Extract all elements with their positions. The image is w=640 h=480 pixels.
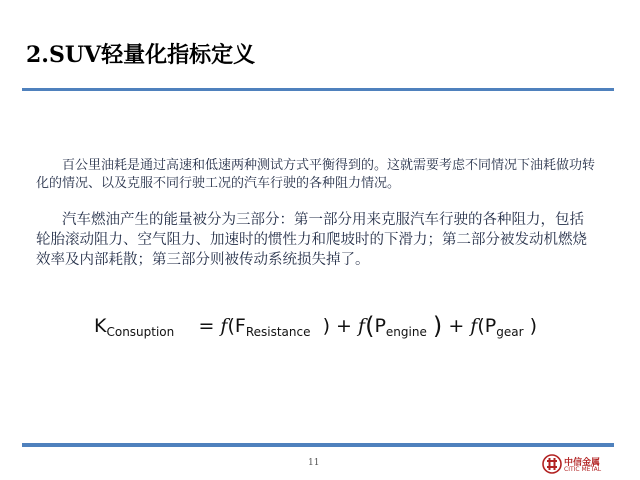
formula-lhs: $K_{Consuption}$: [94, 315, 175, 339]
logo-name-en: CITIC METAL: [564, 466, 602, 473]
slide-title: 2.SUV轻量化指标定义: [26, 42, 256, 68]
formula-term-engine: $P_{engine}$: [374, 315, 427, 339]
paragraph-energy-distribution: 汽车燃油产生的能量被分为三部分：第一部分用来克服汽车行驶的各种阻力，包括轮胎滚动阻力、空气阻力、加速时的惯性力和爬坡时的下滑力；第二部分被发动机燃烧效率及内部耗散；第三部分则被传动系统损失掉了。: [36, 212, 587, 268]
top-divider: [22, 88, 614, 91]
citic-metal-logo: [542, 452, 622, 476]
consumption-formula: $K_{Consuption}$ = $f(F_{Resistance}$ ) + $f(P_{engine}$ ) + $f(P_{gear}$ ): [94, 312, 537, 340]
paragraph-fuel-consumption: 百公里油耗是通过高速和低速两种测试方式平衡得到的。这就需要考虑不同情况下油耗做功转化的情况、以及克服不同行驶工况的汽车行驶的各种阻力情况。: [36, 158, 596, 191]
formula-fn-2: f: [358, 315, 366, 337]
citic-logo-icon: [542, 454, 562, 474]
formula-fn-1: f: [220, 315, 228, 337]
formula-term-gear: $P_{gear}$: [484, 315, 524, 339]
formula-fn-3: f: [470, 315, 478, 337]
logo-name-cn: 中信金属: [564, 458, 601, 468]
formula-plus-2: +: [448, 315, 465, 337]
formula-term-resistance: $F_{Resistance}$: [234, 315, 311, 339]
page-number: 11: [308, 458, 320, 468]
formula-plus-1: +: [336, 315, 352, 337]
bottom-divider: [22, 443, 614, 447]
formula-equals: =: [198, 315, 215, 337]
